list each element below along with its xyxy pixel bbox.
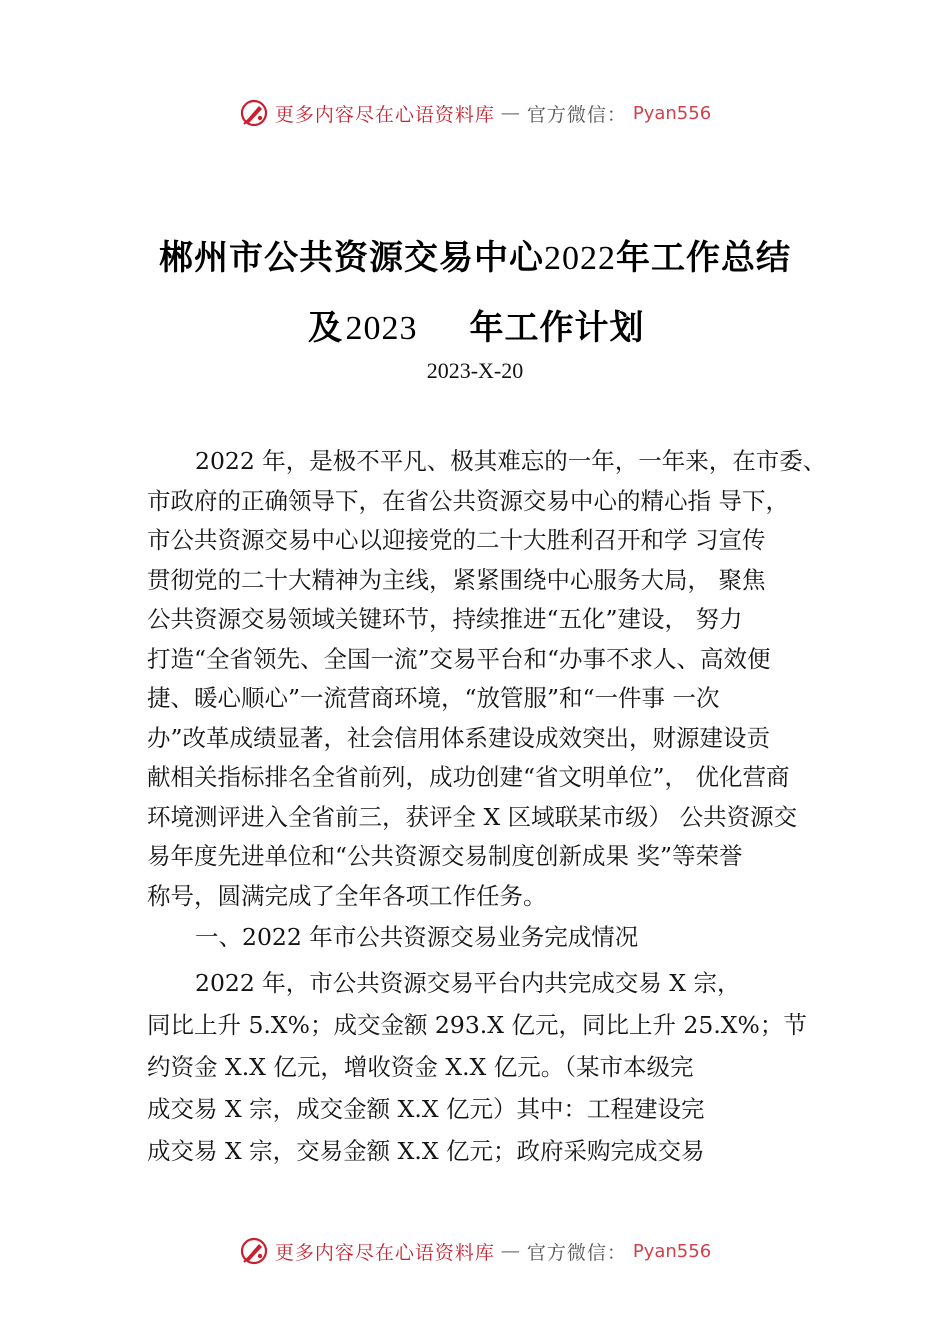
paragraph-line: 市公共资源交易中心以迎接党的二十大胜利召开和学 习宣传: [147, 526, 766, 554]
paragraph-line: 同比上升 5.X%；成交金额 293.X 亿元，同比上升 25.X%；节: [147, 1011, 807, 1039]
title-line2-suffix: 年工作计划: [469, 308, 645, 348]
watermark-official-label: 官方微信：: [526, 103, 627, 126]
paragraph-line: 称号，圆满完成了全年各项工作任务。: [147, 881, 547, 910]
paragraph-line: 献相关指标排名全省前列，成功创建“省文明单位”， 优化营商: [147, 763, 790, 791]
watermark-official-label: 官方微信：: [526, 1241, 627, 1264]
title-line1-year: 2022: [544, 240, 616, 277]
paragraph-line: 2022 年，是极不平凡、极其难忘的一年，一年来，在市委、: [195, 447, 827, 475]
header-watermark: [0, 98, 950, 128]
paragraph-line: 公共资源交易领域关键环节，持续推进“五化”建设， 努力: [147, 605, 743, 633]
paragraph-line: 打造“全省领先、全国一流”交易平台和“办事不求人、高效便: [147, 644, 771, 673]
watermark-separator: —: [500, 1240, 521, 1262]
watermark-wechat-id: Pyan556: [632, 102, 712, 124]
title-line2-prefix: 及: [308, 308, 343, 348]
pen-seal-icon: [239, 98, 269, 128]
document-date: 2023-X-20: [426, 358, 524, 383]
watermark-main-text: 更多内容尽在心语资料库: [274, 103, 495, 126]
watermark-main-text: 更多内容尽在心语资料库: [274, 1241, 495, 1264]
watermark-separator: —: [500, 102, 521, 124]
document-title-line2: [0, 300, 950, 349]
paragraph-line: 成交易 X 宗，交易金额 X.X 亿元；政府采购完成交易: [147, 1137, 705, 1165]
paragraph-line: 易年度先进单位和“公共资源交易制度创新成果 奖”等荣誉: [147, 842, 743, 870]
intro-paragraph: [147, 442, 847, 916]
section-heading-1: 一、2022 年市公共资源交易业务完成情况: [195, 923, 639, 951]
title-line1-prefix: 郴州市公共资源交易中心: [159, 238, 544, 278]
paragraph-line: 环境测评进入全省前三，获评全 X 区域联某市级） 公共资源交: [147, 802, 798, 831]
paragraph-line: 捷、暖心顺心”一流营商环境，“放管服”和“一件事 一次: [147, 684, 720, 712]
paragraph-line: 市政府的正确领导下，在省公共资源交易中心的精心指 导下，: [147, 486, 789, 515]
paragraph-line: 2022 年，市公共资源交易平台内共完成交易 X 宗，: [195, 969, 741, 997]
document-title-line1: [0, 230, 950, 279]
paragraph-line: 办”改革成绩显著，社会信用体系建设成效突出，财源建设贡: [147, 723, 771, 752]
title-line2-year: 2023: [345, 310, 418, 347]
paragraph-line: 贯彻党的二十大精神为主线，紧紧围绕中心服务大局， 聚焦: [147, 565, 766, 594]
business-summary-paragraph: [147, 962, 847, 1172]
title-line1-suffix: 年工作总结: [616, 238, 791, 278]
watermark-wechat-id: Pyan556: [632, 1240, 712, 1262]
pen-seal-icon: [239, 1236, 269, 1266]
footer-watermark: [0, 1236, 950, 1266]
paragraph-line: 成交易 X 宗，成交金额 X.X 亿元）其中：工程建设完: [147, 1095, 705, 1123]
paragraph-line: 约资金 X.X 亿元，增收资金 X.X 亿元。（某市本级完: [147, 1053, 694, 1081]
